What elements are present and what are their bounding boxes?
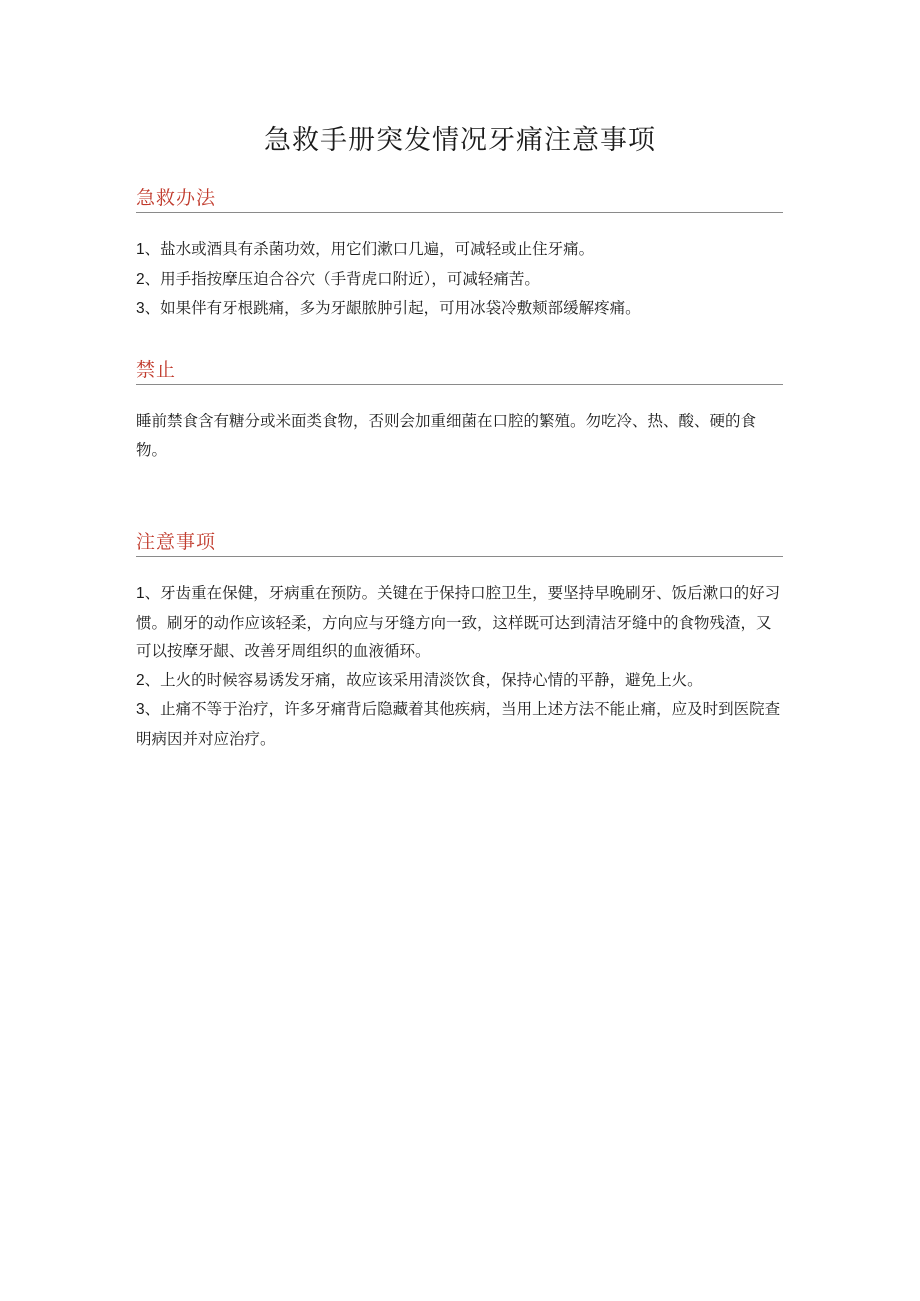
item-separator: 、	[144, 700, 161, 718]
item-separator: 、	[144, 670, 161, 689]
section-notes	[136, 527, 783, 753]
item-separator: 、	[144, 269, 161, 288]
item-number: 2	[136, 270, 145, 288]
item-number: 2	[136, 671, 145, 689]
item-separator: 、	[144, 584, 161, 602]
item-separator: 、	[144, 240, 161, 258]
list-item	[136, 265, 783, 295]
item-text: 牙齿重在保健，牙病重在预防。关键在于保持口腔卫生，要坚持早晚刷牙、饭后漱口的好习惯。刷牙的动作应该轻柔，方向应与牙缝方向一致，这样既可达到清洁牙缝中的食物残渣，又可以按摩牙龈、改善牙周组织的血液循环。	[136, 584, 781, 660]
section-heading-first-aid: 急救办法	[136, 183, 783, 213]
item-number: 1	[136, 241, 145, 258]
prohibited-body	[136, 407, 783, 464]
notes-list	[136, 579, 783, 753]
item-separator: 、	[144, 299, 161, 317]
item-number: 3	[136, 701, 145, 718]
list-item	[136, 666, 783, 696]
item-text: 如果伴有牙根跳痛，多为牙龈脓肿引起，可用冰袋冷敷颊部缓解疼痛。	[160, 299, 641, 317]
section-heading-prohibited: 禁止	[136, 355, 783, 385]
item-number: 1	[136, 585, 145, 602]
list-item	[136, 235, 783, 265]
page-title: 急救手册突发情况牙痛注意事项	[264, 125, 656, 156]
list-item	[136, 579, 783, 666]
first-aid-list	[136, 235, 783, 324]
item-text: 盐水或酒具有杀菌功效，用它们漱口几遍，可减轻或止住牙痛。	[160, 240, 595, 258]
item-number: 3	[136, 300, 145, 317]
section-heading-notes: 注意事项	[136, 527, 783, 557]
prohibited-text: 睡前禁食含有糖分或米面类食物，否则会加重细菌在口腔的繁殖。勿吃冷、热、酸、硬的食物。	[136, 412, 757, 459]
list-item	[136, 695, 783, 753]
item-text: 用手指按摩压迫合谷穴（手背虎口附近），可减轻痛苦。	[160, 269, 540, 288]
item-text: 上火的时候容易诱发牙痛，故应该采用清淡饮食，保持心情的平静，避免上火。	[160, 670, 703, 689]
section-prohibited	[136, 355, 783, 464]
section-first-aid	[136, 183, 783, 324]
list-item	[136, 294, 783, 324]
item-text: 止痛不等于治疗，许多牙痛背后隐藏着其他疾病，当用上述方法不能止痛，应及时到医院查明病因并对应治疗。	[136, 700, 781, 748]
